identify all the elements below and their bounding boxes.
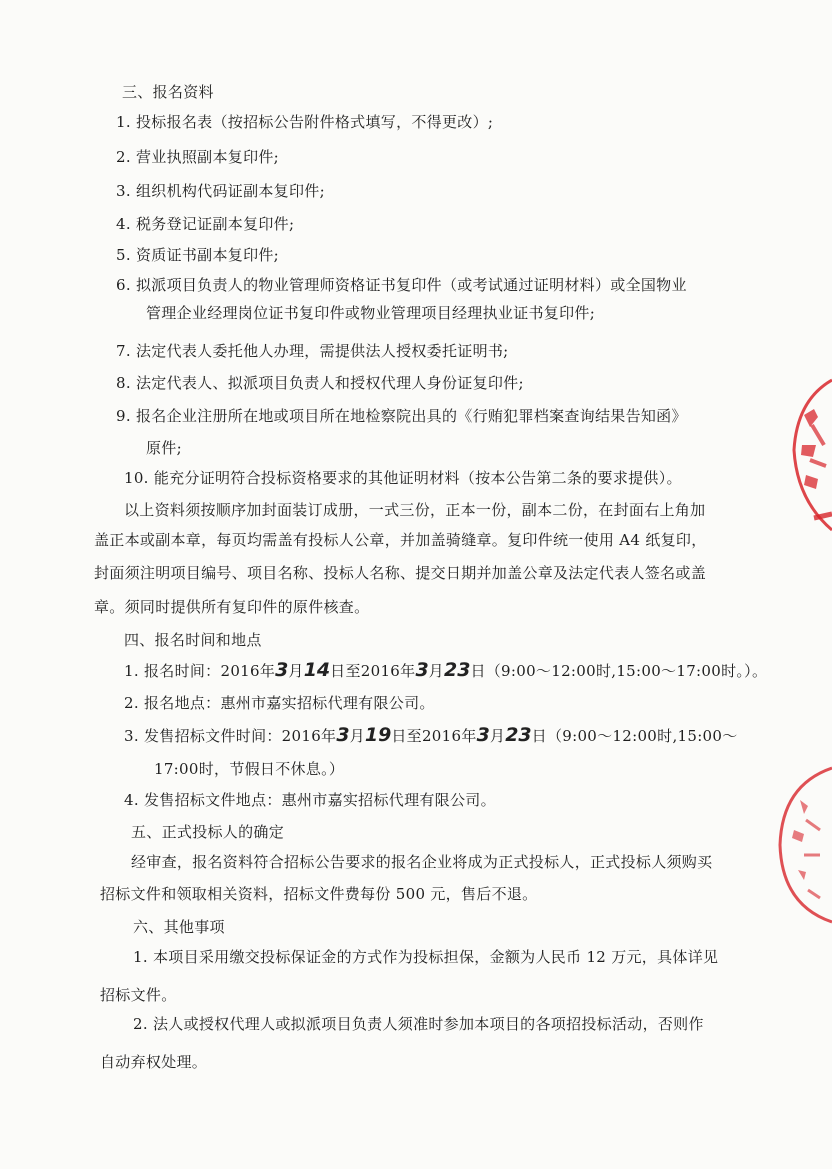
list-item-continuation: 招标文件。 bbox=[100, 986, 177, 1004]
section-heading-5: 五、正式投标人的确定 bbox=[131, 823, 285, 841]
text-segment: 日（9:00～12:00时,15:00～ bbox=[531, 727, 738, 745]
red-seal-fragment bbox=[806, 500, 832, 540]
list-item: 7. 法定代表人委托他人办理，需提供法人授权委托证明书; bbox=[116, 342, 509, 360]
handwritten-day: 19 bbox=[364, 724, 392, 746]
paragraph-line: 盖正本或副本章，每页均需盖有投标人公章，并加盖骑缝章。复印件统一使用 A4 纸复印， bbox=[94, 531, 707, 549]
handwritten-day: 23 bbox=[505, 724, 532, 746]
list-item: 3. 组织机构代码证副本复印件; bbox=[116, 182, 325, 200]
list-item: 9. 报名企业注册所在地或项目所在地检察院出具的《行贿犯罪档案查询结果告知函》 bbox=[116, 407, 687, 425]
text-segment: 月 bbox=[428, 662, 444, 680]
handwritten-month: 3 bbox=[275, 659, 289, 681]
list-item-continuation: 自动弃权处理。 bbox=[100, 1053, 208, 1071]
list-item: 1. 本项目采用缴交投标保证金的方式作为投标担保，金额为人民币 12 万元，具体详见 bbox=[133, 948, 719, 966]
text-segment: 月 bbox=[349, 727, 365, 745]
list-item: 5. 资质证书副本复印件; bbox=[116, 246, 280, 264]
text-segment: 日至2016年 bbox=[330, 662, 416, 680]
section-heading-6: 六、其他事项 bbox=[133, 918, 225, 936]
text-segment: 月 bbox=[489, 727, 506, 745]
text-segment: 月 bbox=[288, 662, 304, 680]
text-segment: 日至2016年 bbox=[391, 727, 477, 745]
paragraph-line: 封面须注明项目编号、项目名称、投标人名称、提交日期并加盖公章及法定代表人签名或盖 bbox=[94, 564, 707, 582]
document-sale-time bbox=[124, 725, 738, 746]
text-segment: 日（9:00～12:00时,15:00～17:00时。）。 bbox=[470, 662, 768, 680]
handwritten-day: 23 bbox=[443, 659, 471, 681]
handwritten-day: 14 bbox=[303, 659, 331, 681]
red-seal-fragment bbox=[782, 370, 832, 550]
list-item: 10. 能充分证明符合投标资格要求的其他证明材料（按本公告第二条的要求提供）。 bbox=[124, 469, 682, 487]
list-item: 8. 法定代表人、拟派项目负责人和授权代理人身份证复印件; bbox=[116, 374, 524, 392]
document-sale-place: 4. 发售招标文件地点：惠州市嘉实招标代理有限公司。 bbox=[124, 791, 496, 809]
paragraph-line: 章。须同时提供所有复印件的原件核查。 bbox=[94, 598, 370, 616]
list-item: 2. 营业执照副本复印件; bbox=[116, 148, 280, 166]
list-item: 2. 法人或授权代理人或拟派项目负责人须准时参加本项目的各项招投标活动，否则作 bbox=[133, 1015, 704, 1033]
handwritten-month: 3 bbox=[336, 724, 350, 746]
paragraph-line: 招标文件和领取相关资料，招标文件费每份 500 元，售后不退。 bbox=[100, 885, 538, 903]
section-heading-4: 四、报名时间和地点 bbox=[124, 631, 262, 649]
registration-time bbox=[124, 660, 767, 681]
handwritten-month: 3 bbox=[415, 659, 429, 681]
list-item: 6. 拟派项目负责人的物业管理师资格证书复印件（或考试通过证明材料）或全国物业 bbox=[116, 276, 687, 294]
registration-place: 2. 报名地点：惠州市嘉实招标代理有限公司。 bbox=[124, 694, 435, 712]
list-item: 1. 投标报名表（按招标公告附件格式填写，不得更改）; bbox=[116, 113, 494, 131]
list-item: 4. 税务登记证副本复印件; bbox=[116, 215, 295, 233]
section-heading-3: 三、报名资料 bbox=[122, 83, 214, 101]
paragraph-line: 以上资料须按顺序加封面装订成册，一式三份，正本一份，副本二份，在封面右上角加 bbox=[124, 501, 706, 519]
red-seal-fragment bbox=[770, 760, 832, 930]
list-item-continuation: 管理企业经理岗位证书复印件或物业管理项目经理执业证书复印件; bbox=[146, 304, 596, 322]
handwritten-month: 3 bbox=[476, 724, 490, 746]
list-item-continuation: 17:00时，节假日不休息。） bbox=[154, 760, 345, 778]
list-item-continuation: 原件; bbox=[146, 439, 182, 457]
text-segment: 1. 报名时间：2016年 bbox=[124, 662, 276, 680]
text-segment: 3. 发售招标文件时间：2016年 bbox=[124, 727, 337, 745]
paragraph-line: 经审查，报名资料符合招标公告要求的报名企业将成为正式投标人，正式投标人须购买 bbox=[131, 853, 713, 871]
